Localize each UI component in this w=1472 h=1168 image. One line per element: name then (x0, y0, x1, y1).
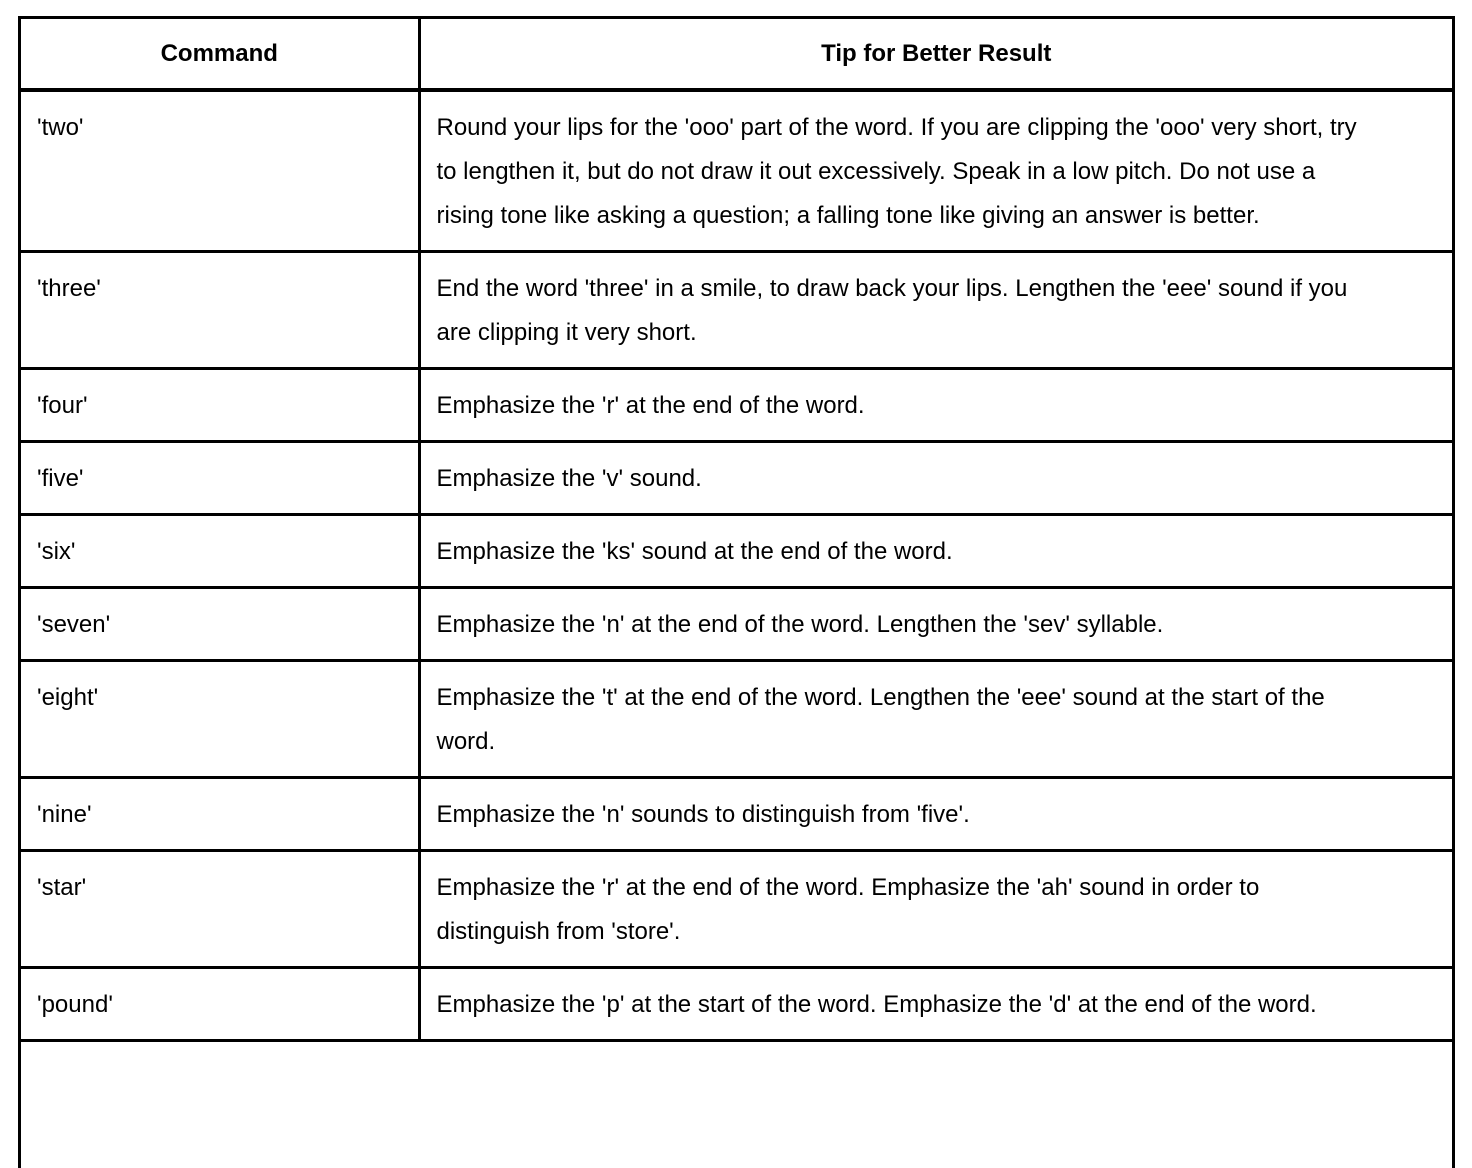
command-cell: 'three' (21, 252, 419, 369)
header-tip: Tip for Better Result (419, 19, 1452, 90)
table-header-row (21, 19, 1452, 90)
table-row (21, 90, 1452, 252)
command-tips-table (21, 19, 1452, 1042)
table-row (21, 515, 1452, 588)
tip-cell: Emphasize the 't' at the end of the word. Lengthen the 'eee' sound at the start of the word. (419, 661, 1452, 778)
tip-cell: Emphasize the 'p' at the start of the word. Emphasize the 'd' at the end of the word. (419, 968, 1452, 1041)
tip-cell: Emphasize the 'n' at the end of the word. Lengthen the 'sev' syllable. (419, 588, 1452, 661)
table-row (21, 851, 1452, 968)
table-row (21, 442, 1452, 515)
tip-cell: Emphasize the 'n' sounds to distinguish from 'five'. (419, 778, 1452, 851)
tip-cell: Emphasize the 'r' at the end of the word. (419, 369, 1452, 442)
command-cell: 'star' (21, 851, 419, 968)
table-row (21, 968, 1452, 1041)
tip-cell: Emphasize the 'ks' sound at the end of the word. (419, 515, 1452, 588)
table-row (21, 778, 1452, 851)
table-row (21, 588, 1452, 661)
tip-cell: Emphasize the 'v' sound. (419, 442, 1452, 515)
command-cell: 'six' (21, 515, 419, 588)
command-cell: 'five' (21, 442, 419, 515)
table-row (21, 252, 1452, 369)
tip-cell: End the word 'three' in a smile, to draw back your lips. Lengthen the 'eee' sound if you are clipping it very short. (419, 252, 1452, 369)
command-cell: 'pound' (21, 968, 419, 1041)
tip-cell: Round your lips for the 'ooo' part of the word. If you are clipping the 'ooo' very short, try to lengthen it, but do not draw it out excessively. Speak in a low pitch. Do not use a rising tone like asking a question; a falling tone like giving an answer is better. (419, 90, 1452, 252)
command-cell: 'eight' (21, 661, 419, 778)
command-cell: 'nine' (21, 778, 419, 851)
command-cell: 'four' (21, 369, 419, 442)
table-row (21, 661, 1452, 778)
command-cell: 'seven' (21, 588, 419, 661)
header-command: Command (21, 19, 419, 90)
tips-table-container (18, 16, 1455, 1168)
tip-cell: Emphasize the 'r' at the end of the word. Emphasize the 'ah' sound in order to distinguish from 'store'. (419, 851, 1452, 968)
command-cell: 'two' (21, 90, 419, 252)
table-row (21, 369, 1452, 442)
